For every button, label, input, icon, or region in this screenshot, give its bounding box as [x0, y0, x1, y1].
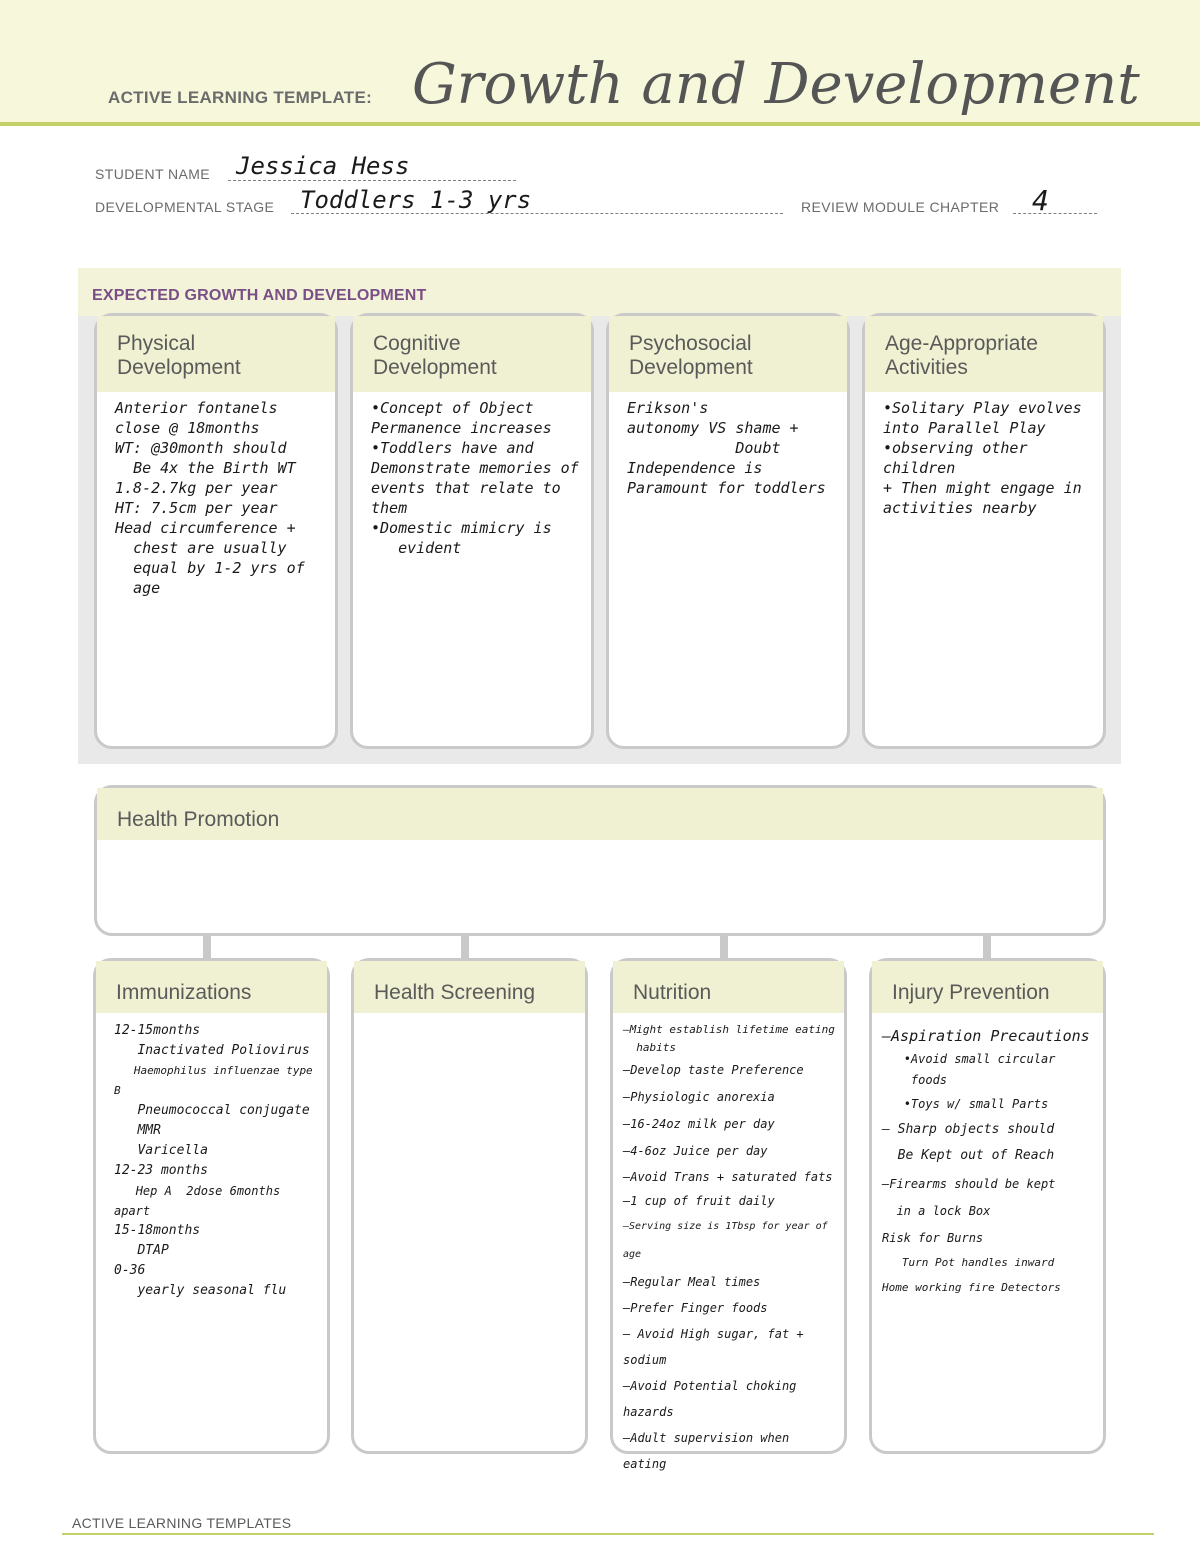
- review-chapter-label: REVIEW MODULE CHAPTER: [801, 199, 1000, 215]
- note-line: – Sharp objects should: [882, 1122, 1055, 1137]
- injury-prevention-card: [869, 958, 1106, 1454]
- note-line: habits: [623, 1041, 676, 1054]
- injury-prevention-title: Injury Prevention: [872, 961, 1103, 1013]
- age-appropriate-activities-header: [865, 316, 1103, 392]
- nutrition-card: [610, 958, 847, 1471]
- note-line: Home working fire Detectors: [882, 1281, 1061, 1294]
- nutrition-notes[interactable]: [613, 1013, 844, 1477]
- note-line: 12-23 months: [114, 1163, 208, 1178]
- health-promotion-title: Health Promotion: [97, 788, 1103, 840]
- note-line: Permanence increases: [371, 419, 552, 437]
- note-line: •observing other children: [883, 439, 1037, 477]
- note-line: Be Kept out of Reach: [882, 1148, 1055, 1163]
- note-line: Paramount for toddlers: [627, 479, 826, 497]
- health-screening-card: [351, 958, 588, 1454]
- note-line: WT: @30month should: [115, 439, 287, 457]
- note-line: –Aspiration Precautions: [882, 1027, 1090, 1045]
- physical-development-title-2: Development: [117, 356, 241, 379]
- note-line: •Concept of Object: [371, 399, 534, 417]
- health-promotion-notes[interactable]: [97, 840, 1103, 930]
- age-appropriate-activities-title-1: Age-Appropriate: [885, 332, 1038, 355]
- note-line: age: [115, 579, 161, 597]
- psychosocial-development-card: [606, 313, 850, 749]
- health-screening-title: Health Screening: [354, 961, 585, 1013]
- note-line: Be 4x the Birth WT: [115, 459, 296, 477]
- note-line: autonomy VS shame +: [627, 419, 799, 437]
- student-name-field[interactable]: Jessica Hess: [236, 152, 410, 180]
- cognitive-development-title-1: Cognitive: [373, 332, 461, 355]
- note-line: Head circumference +: [115, 519, 296, 537]
- expected-growth-title: EXPECTED GROWTH AND DEVELOPMENT: [92, 287, 427, 304]
- note-line: –Develop taste Preference: [623, 1063, 804, 1077]
- footer-rule: [62, 1533, 1154, 1535]
- note-line: –16-24oz milk per day: [623, 1117, 775, 1131]
- note-line: equal by 1-2 yrs of: [115, 559, 305, 577]
- note-line: Inactivated Poliovirus: [114, 1043, 310, 1058]
- student-name-line: [228, 180, 516, 181]
- note-line: 1.8-2.7kg per year: [115, 479, 278, 497]
- age-appropriate-activities-notes[interactable]: [865, 392, 1103, 518]
- note-line: yearly seasonal flu: [114, 1283, 287, 1298]
- nutrition-title: Nutrition: [613, 961, 844, 1013]
- note-line: Varicella: [114, 1143, 208, 1158]
- note-line: 0-36: [114, 1263, 146, 1278]
- note-line: DTAP: [114, 1243, 169, 1258]
- template-label: ACTIVE LEARNING TEMPLATE:: [108, 88, 373, 107]
- note-line: –Avoid Potential choking hazards: [623, 1379, 804, 1419]
- note-line: –Adult supervision when eating: [623, 1431, 797, 1471]
- student-name-label: STUDENT NAME: [95, 166, 210, 182]
- note-line: + Then might engage in: [883, 479, 1082, 497]
- note-line: –Might establish lifetime eating: [623, 1023, 835, 1036]
- note-line: foods: [882, 1073, 948, 1087]
- physical-development-title-1: Physical: [117, 332, 196, 355]
- note-line: •Domestic mimicry is: [371, 519, 552, 537]
- connector: [461, 934, 469, 960]
- note-line: chest are usually: [115, 539, 287, 557]
- immunizations-title: Immunizations: [96, 961, 327, 1013]
- note-line: –1 cup of fruit daily: [623, 1194, 775, 1208]
- connector: [983, 934, 991, 960]
- note-line: 15-18months: [114, 1223, 201, 1238]
- note-line: Anterior fontanels: [115, 399, 278, 417]
- page-title: Growth and Development: [412, 52, 1140, 117]
- note-line: –4-6oz Juice per day: [623, 1144, 768, 1158]
- immunizations-card: [93, 958, 330, 1454]
- note-line: Turn Pot handles inward: [882, 1256, 1055, 1269]
- psychosocial-development-title-1: Psychosocial: [629, 332, 752, 355]
- psychosocial-development-title-2: Development: [629, 356, 753, 379]
- note-line: •Solitary Play evolves: [883, 399, 1082, 417]
- review-chapter-line: [1013, 213, 1097, 214]
- connector: [720, 934, 728, 960]
- note-line: •Avoid small circular: [882, 1052, 1056, 1066]
- note-line: 12-15months: [114, 1023, 201, 1038]
- note-line: in a lock Box: [882, 1204, 991, 1218]
- psychosocial-development-header: [609, 316, 847, 392]
- physical-development-notes[interactable]: [97, 392, 335, 598]
- immunizations-notes[interactable]: [96, 1013, 327, 1301]
- health-promotion-card: [94, 785, 1106, 936]
- cognitive-development-card: [350, 313, 594, 749]
- note-line: Erikson's: [627, 399, 709, 417]
- note-line: evident: [371, 539, 462, 557]
- header-rule: [0, 122, 1200, 126]
- note-line: close @ 18months: [115, 419, 260, 437]
- note-line: –Serving size is 1Tbsp for year of age: [623, 1221, 834, 1260]
- age-appropriate-activities-card: [862, 313, 1106, 749]
- note-line: Pneumococcal conjugate: [114, 1103, 310, 1118]
- developmental-stage-field[interactable]: Toddlers 1-3 yrs: [300, 186, 532, 214]
- note-line: Independence is: [627, 459, 763, 477]
- note-line: •Toys w/ small Parts: [882, 1097, 1049, 1111]
- note-line: Risk for Burns: [882, 1231, 984, 1245]
- connector: [203, 934, 211, 960]
- cognitive-development-header: [353, 316, 591, 392]
- note-line: activities nearby: [883, 499, 1037, 517]
- note-line: Doubt: [627, 439, 781, 457]
- note-line: Demonstrate memories of: [371, 459, 579, 477]
- cognitive-development-notes[interactable]: [353, 392, 591, 558]
- review-chapter-field[interactable]: 4: [1032, 184, 1049, 217]
- note-line: –Physiologic anorexia: [623, 1090, 775, 1104]
- note-line: MMR: [114, 1123, 161, 1138]
- physical-development-card: [94, 313, 338, 749]
- health-screening-notes[interactable]: [354, 1013, 585, 1443]
- age-appropriate-activities-title-2: Activities: [885, 356, 968, 379]
- note-line: –Avoid Trans + saturated fats: [623, 1170, 833, 1184]
- note-line: events that relate to them: [371, 479, 570, 517]
- psychosocial-development-notes[interactable]: [609, 392, 847, 498]
- note-line: HT: 7.5cm per year: [115, 499, 278, 517]
- note-line: into Parallel Play: [883, 419, 1046, 437]
- note-line: – Avoid High sugar, fat + sodium: [623, 1327, 811, 1367]
- note-line: •Toddlers have and: [371, 439, 534, 457]
- injury-prevention-notes[interactable]: [872, 1013, 1103, 1303]
- note-line: Haemophilus influenzae type B: [114, 1064, 320, 1097]
- note-line: Hep A 2dose 6months apart: [114, 1184, 288, 1218]
- note-line: –Firearms should be kept: [882, 1177, 1056, 1191]
- physical-development-header: [97, 316, 335, 392]
- note-line: –Prefer Finger foods: [623, 1301, 768, 1315]
- developmental-stage-label: DEVELOPMENTAL STAGE: [95, 199, 275, 215]
- cognitive-development-title-2: Development: [373, 356, 497, 379]
- footer-label: ACTIVE LEARNING TEMPLATES: [72, 1515, 292, 1531]
- note-line: –Regular Meal times: [623, 1275, 761, 1289]
